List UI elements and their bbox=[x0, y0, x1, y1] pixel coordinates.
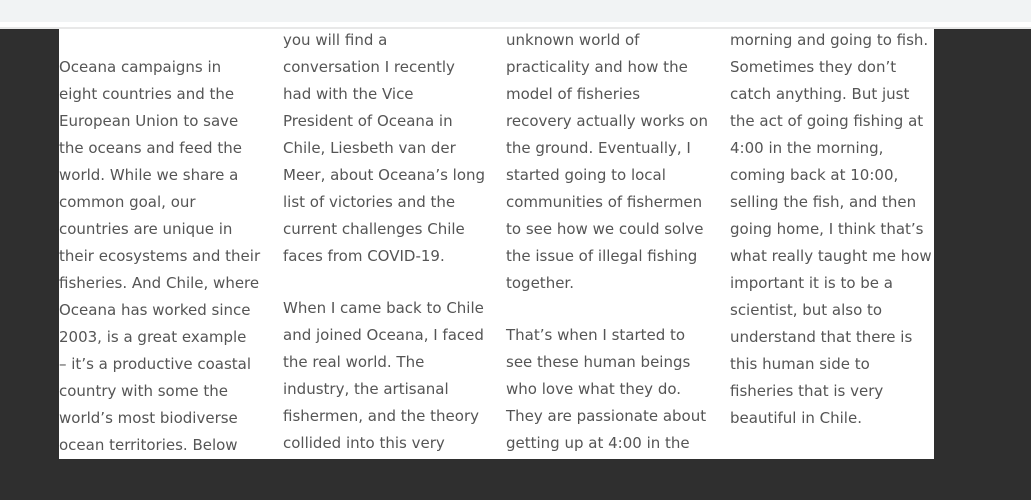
text-line: this human side to bbox=[730, 355, 870, 373]
text-line: the oceans and feed the bbox=[59, 139, 242, 157]
article-column-1 bbox=[59, 54, 269, 459]
text-line: their ecosystems and their bbox=[59, 247, 261, 265]
text-line: ocean territories. Below bbox=[59, 436, 238, 454]
article-paragraph bbox=[506, 29, 716, 297]
article-column-2 bbox=[283, 29, 493, 457]
text-line: catch anything. But just bbox=[730, 85, 910, 103]
text-line: unknown world of bbox=[506, 31, 640, 49]
text-line: faces from COVID-19. bbox=[283, 247, 445, 265]
text-line: President of Oceana in bbox=[283, 112, 453, 130]
text-line: When I came back to Chile bbox=[283, 299, 484, 317]
text-line: what really taught me how bbox=[730, 247, 932, 265]
text-line: Sometimes they don’t bbox=[730, 58, 897, 76]
text-line: world. While we share a bbox=[59, 166, 239, 184]
text-line: Oceana has worked since bbox=[59, 301, 251, 319]
article-page bbox=[59, 29, 934, 459]
paragraph-gap bbox=[283, 270, 493, 295]
text-line: who love what they do. bbox=[506, 380, 682, 398]
article-paragraph bbox=[59, 54, 269, 459]
article-column-4 bbox=[730, 29, 934, 432]
article-paragraph bbox=[283, 29, 493, 270]
article-paragraph bbox=[730, 29, 934, 432]
text-line: the act of going fishing at bbox=[730, 112, 924, 130]
text-line: Oceana campaigns in bbox=[59, 58, 222, 76]
text-line: important it is to be a bbox=[730, 274, 893, 292]
text-line: – it’s a productive coastal bbox=[59, 355, 252, 373]
text-line: scientist, but also to bbox=[730, 301, 883, 319]
text-line: common goal, our bbox=[59, 193, 196, 211]
article-paragraph bbox=[283, 295, 493, 457]
text-line: started going to local bbox=[506, 166, 666, 184]
text-line: communities of fishermen bbox=[506, 193, 703, 211]
text-line: world’s most biodiverse bbox=[59, 409, 238, 427]
article-column-3 bbox=[506, 29, 716, 457]
text-line: conversation I recently bbox=[283, 58, 455, 76]
text-line: country with some the bbox=[59, 382, 228, 400]
text-line: the issue of illegal fishing bbox=[506, 247, 698, 265]
text-line: and joined Oceana, I faced bbox=[283, 326, 484, 344]
text-line: coming back at 10:00, bbox=[730, 166, 899, 184]
browser-top-bar bbox=[0, 0, 1031, 22]
text-line: current challenges Chile bbox=[283, 220, 465, 238]
text-line: you will find a bbox=[283, 31, 388, 49]
text-line: going home, I think that’s bbox=[730, 220, 924, 238]
text-line: fisheries that is very bbox=[730, 382, 884, 400]
text-line: European Union to save bbox=[59, 112, 239, 130]
text-line: That’s when I started to bbox=[506, 326, 686, 344]
text-line: recovery actually works on bbox=[506, 112, 708, 130]
text-line: 4:00 in the morning, bbox=[730, 139, 884, 157]
text-line: list of victories and the bbox=[283, 193, 456, 211]
text-line: had with the Vice bbox=[283, 85, 414, 103]
text-line: fisheries. And Chile, where bbox=[59, 274, 260, 292]
text-line: selling the fish, and then bbox=[730, 193, 917, 211]
text-line: 2003, is a great example bbox=[59, 328, 247, 346]
text-line: Chile, Liesbeth van der bbox=[283, 139, 456, 157]
text-line: getting up at 4:00 in the bbox=[506, 434, 690, 452]
article-paragraph bbox=[506, 322, 716, 457]
text-line: fishermen, and the theory bbox=[283, 407, 479, 425]
text-line: the real world. The bbox=[283, 353, 425, 371]
text-line: Meer, about Oceana’s long bbox=[283, 166, 486, 184]
text-line: practicality and how the bbox=[506, 58, 688, 76]
text-line: together. bbox=[506, 274, 574, 292]
text-line: the ground. Eventually, I bbox=[506, 139, 691, 157]
text-line: eight countries and the bbox=[59, 85, 235, 103]
text-line: morning and going to fish. bbox=[730, 31, 929, 49]
text-line: understand that there is bbox=[730, 328, 913, 346]
text-line: countries are unique in bbox=[59, 220, 233, 238]
text-line: They are passionate about bbox=[506, 407, 707, 425]
text-line: see these human beings bbox=[506, 353, 691, 371]
text-line: to see how we could solve bbox=[506, 220, 704, 238]
paragraph-gap bbox=[506, 297, 716, 322]
text-line: collided into this very bbox=[283, 434, 445, 452]
text-line: model of fisheries bbox=[506, 85, 641, 103]
text-line: industry, the artisanal bbox=[283, 380, 449, 398]
text-line: beautiful in Chile. bbox=[730, 409, 862, 427]
